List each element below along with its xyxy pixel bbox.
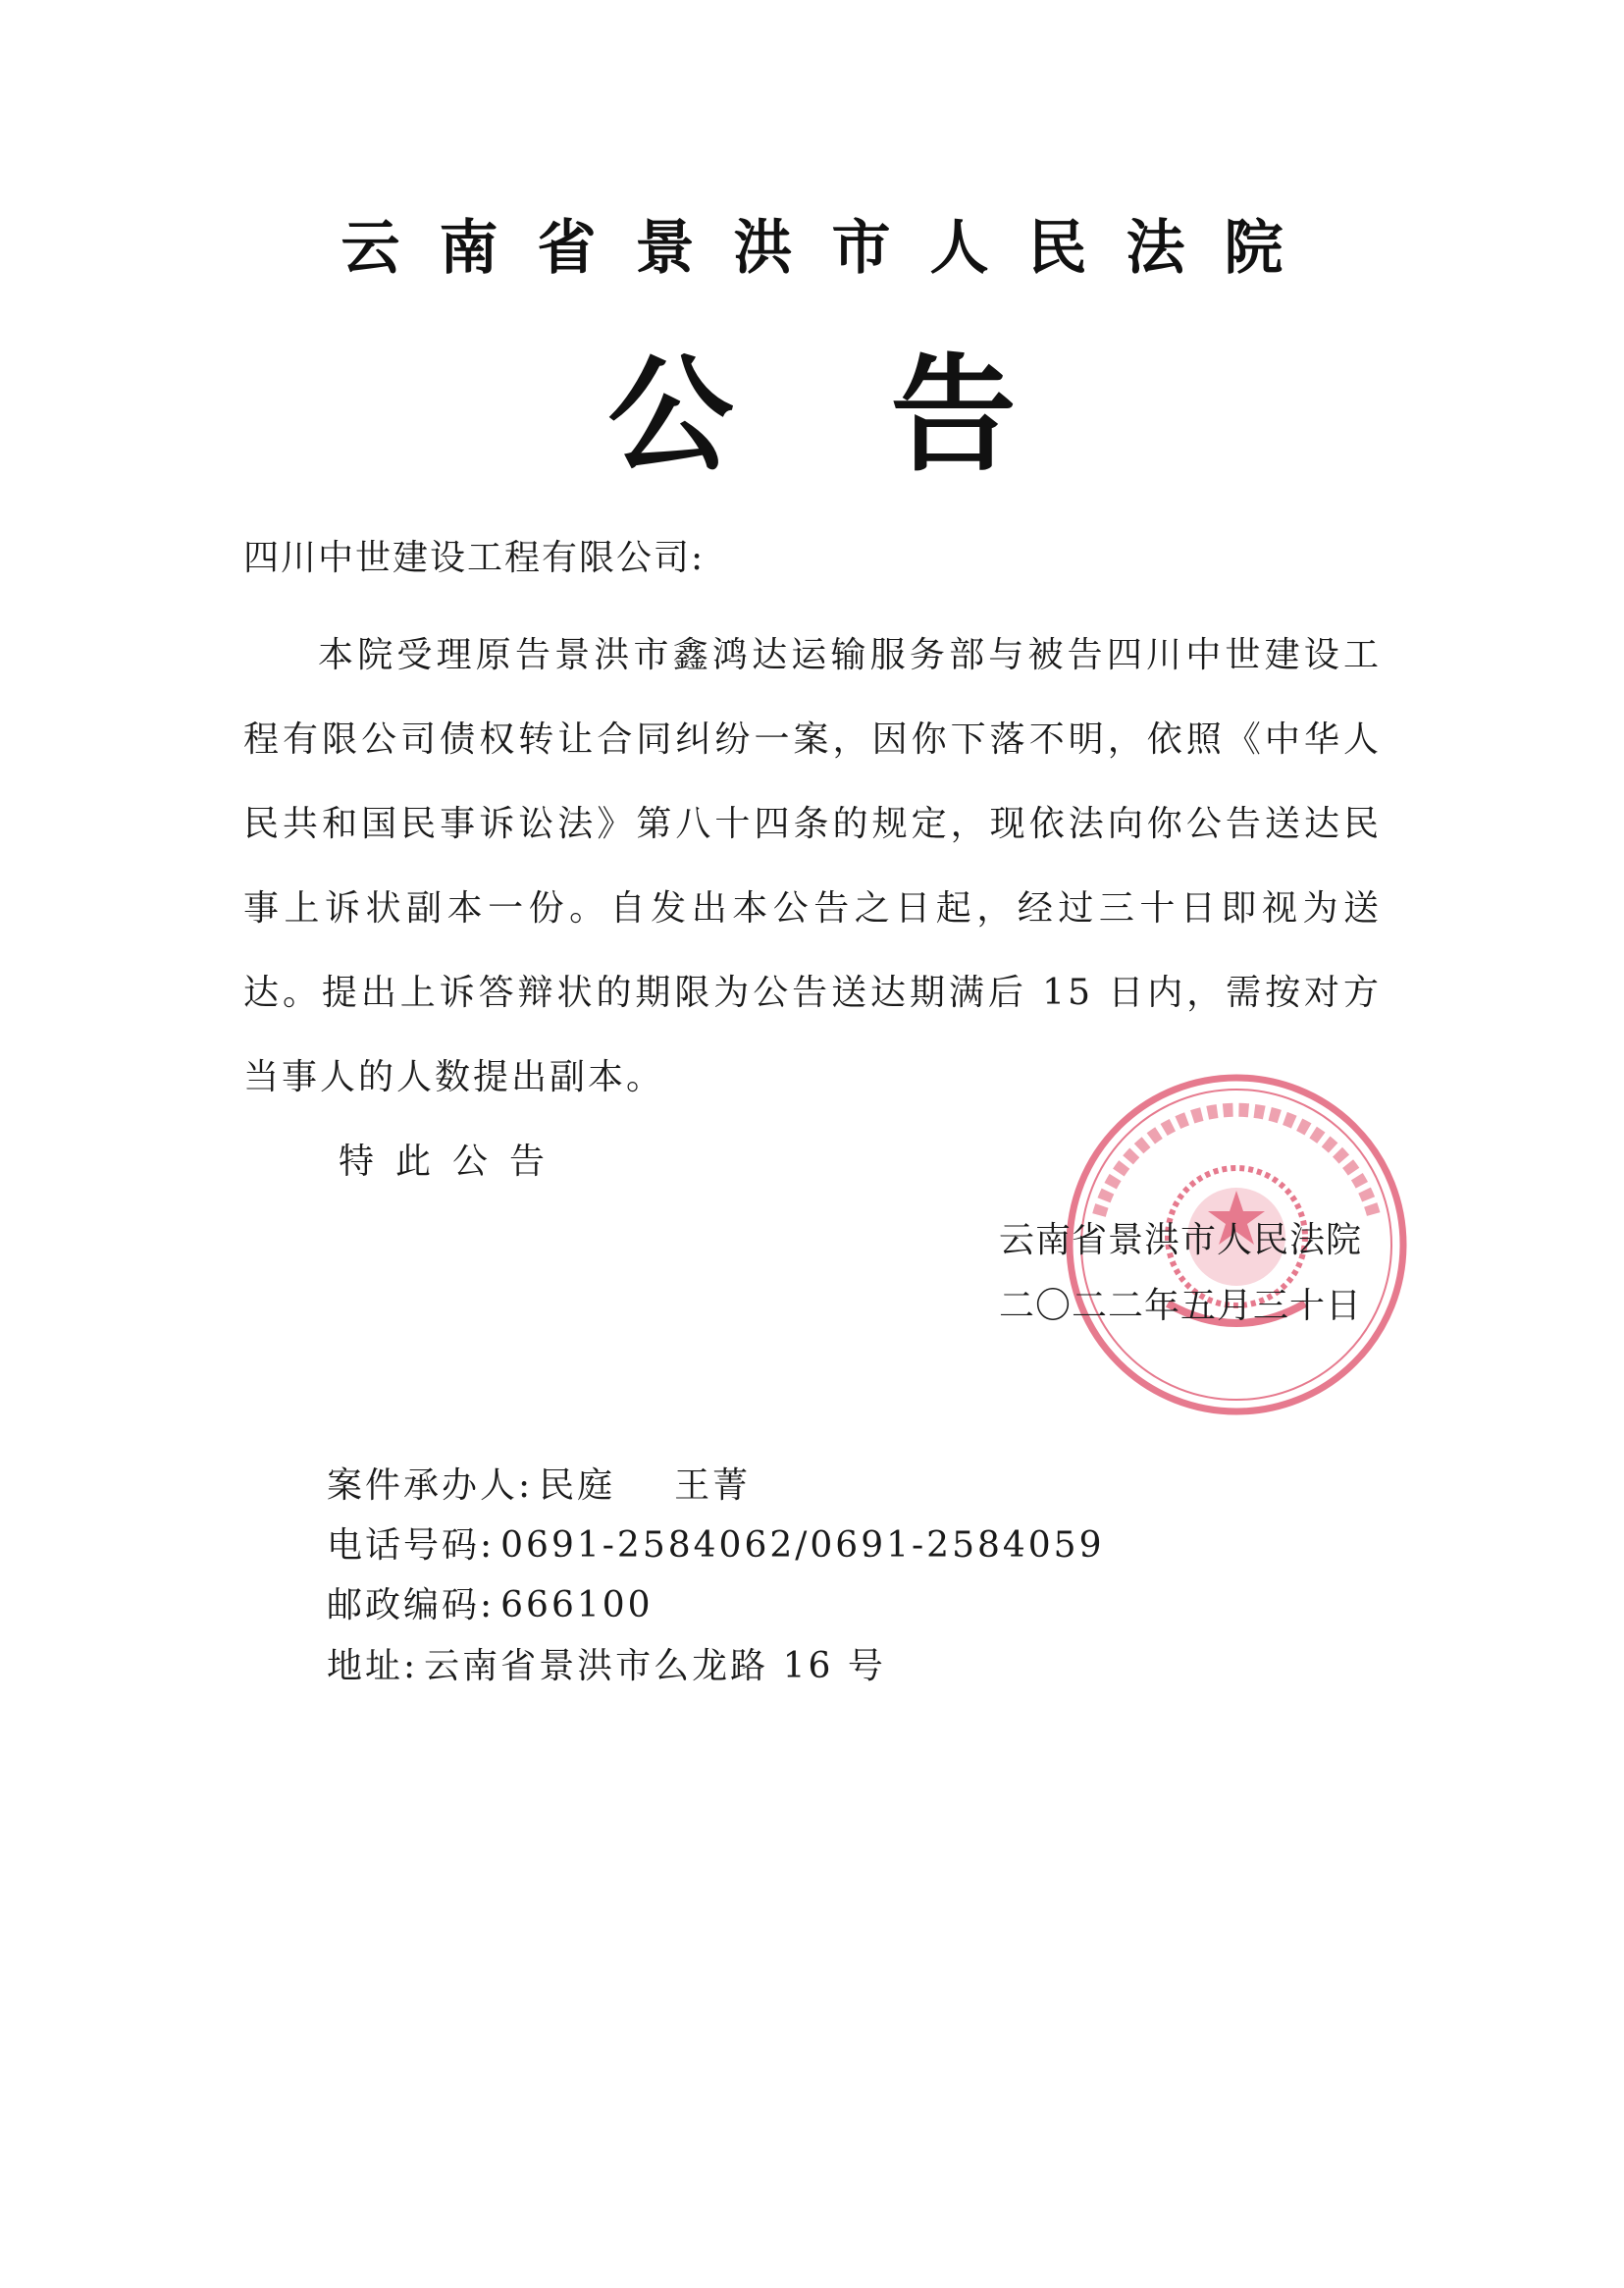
notice-body: 本院受理原告景洪市鑫鸿达运输服务部与被告四川中世建设工程有限公司债权转让合同纠纷一案，因你下落不明，依照《中华人民共和国民事诉讼法》第八十四条的规定，现依法向你公告送达民事上诉状副本一份。自发出本公告之日起，经过三十日即视为送达。提出上诉答辩状的期限为公告送达期满后 15 日内，需按对方当事人的人数提出副本。 bbox=[243, 635, 1382, 1097]
case-handler-line bbox=[327, 1458, 751, 1508]
document-title: 公告 bbox=[607, 342, 1174, 489]
address-line bbox=[327, 1638, 886, 1688]
postcode-value: 666100 bbox=[500, 1585, 654, 1625]
postcode-line bbox=[327, 1577, 654, 1627]
addressee: 四川中世建设工程有限公司: bbox=[243, 538, 706, 578]
postcode-label: 邮政编码: bbox=[327, 1585, 496, 1625]
issuing-court: 云南省景洪市人民法院 bbox=[999, 1220, 1363, 1260]
case-handler-label: 案件承办人: bbox=[327, 1465, 534, 1506]
court-name-heading: 云南省景洪市人民法院 bbox=[341, 214, 1323, 283]
issue-date: 二〇二二年五月三十日 bbox=[999, 1286, 1363, 1326]
closing-phrase: 特此公告 bbox=[339, 1142, 567, 1182]
address-label: 地址: bbox=[327, 1646, 419, 1686]
phone-value: 0691-2584062/0691-2584059 bbox=[500, 1525, 1105, 1566]
case-handler-dept: 民庭 bbox=[539, 1465, 616, 1506]
case-handler-name: 王菁 bbox=[674, 1465, 752, 1506]
address-value: 云南省景洪市么龙路 16 号 bbox=[424, 1646, 886, 1686]
phone-label: 电话号码: bbox=[327, 1525, 496, 1566]
phone-line bbox=[327, 1517, 1105, 1568]
